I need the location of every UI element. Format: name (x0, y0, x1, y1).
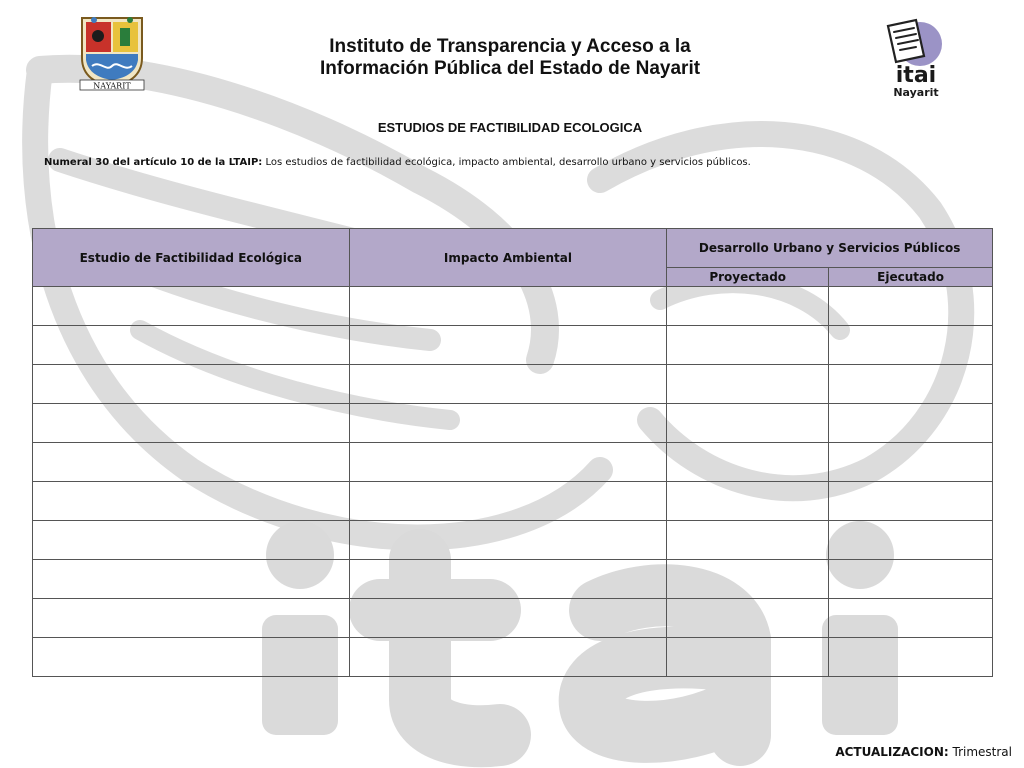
header-ejecutado: Ejecutado (829, 268, 993, 287)
table-cell (349, 599, 667, 638)
table-cell (829, 560, 993, 599)
table-cell (829, 287, 993, 326)
table-row (33, 287, 993, 326)
table-cell (667, 443, 829, 482)
table-cell (33, 482, 350, 521)
table-cell (33, 521, 350, 560)
table-cell (829, 365, 993, 404)
header-proyectado: Proyectado (667, 268, 829, 287)
header-estudio-factibilidad: Estudio de Factibilidad Ecológica (33, 229, 350, 287)
table-cell (349, 287, 667, 326)
institution-title-line2: Información Pública del Estado de Nayarit (319, 58, 701, 79)
table-row (33, 482, 993, 521)
table-row (33, 326, 993, 365)
table-cell (667, 521, 829, 560)
table-row (33, 599, 993, 638)
table-cell (33, 404, 350, 443)
table-cell (667, 365, 829, 404)
update-frequency (835, 745, 1012, 759)
table-cell (33, 326, 350, 365)
table-row (33, 404, 993, 443)
table-row (33, 560, 993, 599)
table-cell (33, 560, 350, 599)
table-row (33, 443, 993, 482)
studies-table (32, 228, 993, 677)
itai-logo-sub: Nayarit (893, 86, 939, 99)
header-impacto-ambiental: Impacto Ambiental (349, 229, 667, 287)
table-cell (667, 560, 829, 599)
numeral-description (44, 157, 984, 168)
header-desarrollo-urbano: Desarrollo Urbano y Servicios Públicos (667, 229, 993, 268)
table-row (33, 638, 993, 677)
table-cell (667, 326, 829, 365)
itai-logo (880, 16, 952, 100)
numeral-label: Numeral 30 del artículo 10 de la LTAIP: (44, 157, 263, 168)
table-row (33, 521, 993, 560)
table-cell (349, 326, 667, 365)
table-cell (349, 365, 667, 404)
table-cell (667, 638, 829, 677)
table-cell (349, 521, 667, 560)
table-cell (33, 365, 350, 404)
seal-caption: NAYARIT (93, 81, 131, 91)
update-value: Trimestral (948, 745, 1012, 759)
table-row (33, 365, 993, 404)
table-cell (667, 599, 829, 638)
document-title: ESTUDIOS DE FACTIBILIDAD ECOLOGICA (377, 120, 643, 135)
table-cell (829, 443, 993, 482)
table-cell (349, 638, 667, 677)
table-cell (829, 482, 993, 521)
table-cell (349, 404, 667, 443)
nayarit-coat-of-arms (74, 14, 150, 92)
table-cell (829, 599, 993, 638)
table-cell (829, 326, 993, 365)
table-cell (667, 287, 829, 326)
table-cell (33, 638, 350, 677)
table-cell (667, 404, 829, 443)
itai-logo-word: itai (895, 63, 937, 88)
table-cell (33, 599, 350, 638)
table-cell (33, 287, 350, 326)
table-cell (33, 443, 350, 482)
table-cell (829, 521, 993, 560)
update-label: ACTUALIZACION: (835, 745, 949, 759)
table-cell (829, 404, 993, 443)
table-cell (349, 560, 667, 599)
numeral-text: Los estudios de factibilidad ecológica, impacto ambiental, desarrollo urbano y servicios públicos. (262, 157, 751, 168)
institution-title (290, 36, 730, 80)
table-cell (829, 638, 993, 677)
table-cell (349, 443, 667, 482)
institution-title-line1: Instituto de Transparencia y Acceso a la (329, 36, 691, 57)
table-cell (349, 482, 667, 521)
table-cell (667, 482, 829, 521)
